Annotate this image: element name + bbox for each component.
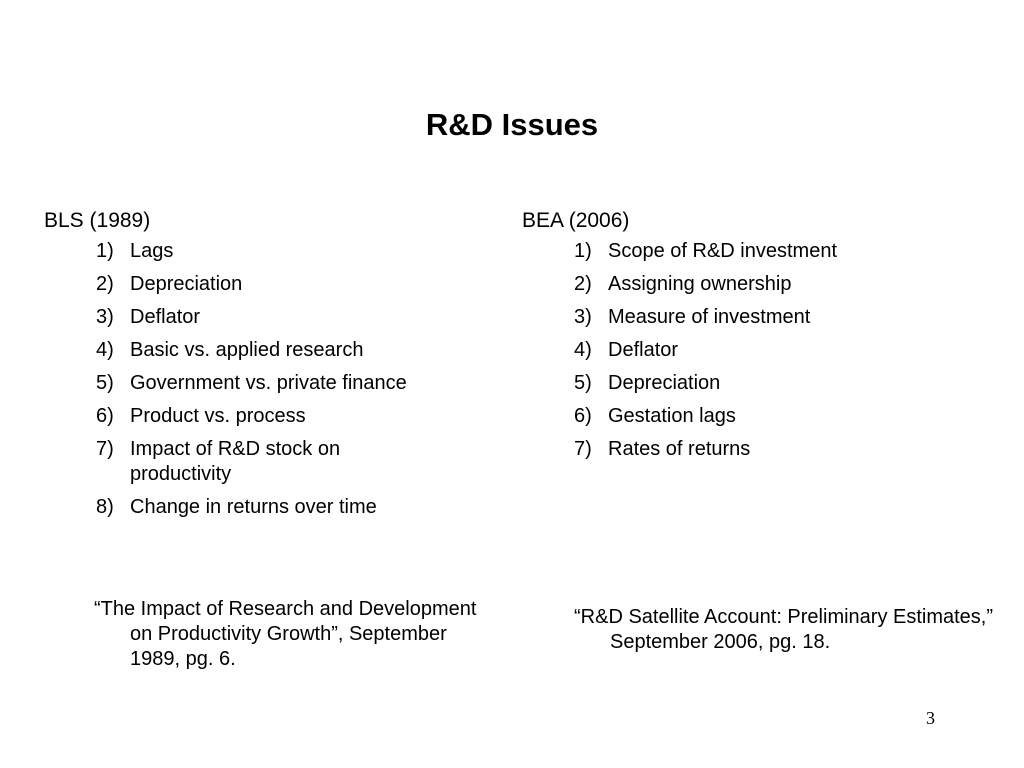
list-item xyxy=(522,371,992,396)
bls-issue-list xyxy=(44,239,484,520)
item-text: Scope of R&D investment xyxy=(608,240,837,262)
bls-heading: BLS (1989) xyxy=(44,209,151,232)
item-text: Change in returns over time xyxy=(130,496,377,518)
bea-issue-list xyxy=(522,239,992,462)
item-text: Basic vs. applied research xyxy=(130,339,364,361)
list-item xyxy=(522,404,992,429)
list-item xyxy=(522,272,992,297)
item-text: Depreciation xyxy=(608,372,721,394)
list-item xyxy=(522,338,992,363)
item-text: Rates of returns xyxy=(608,438,751,460)
item-text: Gestation lags xyxy=(608,405,736,427)
list-item xyxy=(44,371,484,396)
item-number: 1) xyxy=(574,240,592,262)
item-number: 6) xyxy=(96,405,114,427)
list-item xyxy=(522,305,992,330)
list-item xyxy=(44,404,484,429)
item-number: 7) xyxy=(96,438,114,460)
list-item xyxy=(522,437,992,462)
bea-column xyxy=(522,205,992,470)
item-number: 5) xyxy=(96,372,114,394)
item-number: 4) xyxy=(96,339,114,361)
item-text: Depreciation xyxy=(130,273,243,295)
list-item xyxy=(44,272,484,297)
slide-title: R&D Issues xyxy=(425,107,599,142)
item-text: Product vs. process xyxy=(130,405,306,427)
item-number: 7) xyxy=(574,438,592,460)
bea-heading: BEA (2006) xyxy=(522,209,630,232)
bls-column xyxy=(44,205,484,528)
item-number: 4) xyxy=(574,339,592,361)
item-text: Deflator xyxy=(130,306,201,328)
item-number: 3) xyxy=(574,306,592,328)
list-item xyxy=(44,239,484,264)
item-text: Measure of investment xyxy=(608,306,811,328)
item-text: Assigning ownership xyxy=(608,273,792,295)
list-item xyxy=(44,305,484,330)
bea-citation: “R&D Satellite Account: Preliminary Estimates,” September 2006, pg. 18. xyxy=(574,606,994,653)
list-item xyxy=(44,437,390,487)
item-text: Lags xyxy=(130,240,174,262)
item-number: 5) xyxy=(574,372,592,394)
item-text: Deflator xyxy=(608,339,679,361)
item-number: 2) xyxy=(96,273,114,295)
page-number: 3 xyxy=(926,708,935,728)
item-number: 8) xyxy=(96,496,114,518)
item-text: Impact of R&D stock on productivity xyxy=(130,438,341,485)
bls-citation: “The Impact of Research and Development on Productivity Growth”, September 1989, pg. 6. xyxy=(94,598,477,670)
list-item xyxy=(44,338,484,363)
item-number: 1) xyxy=(96,240,114,262)
item-number: 2) xyxy=(574,273,592,295)
list-item xyxy=(44,495,484,520)
item-number: 3) xyxy=(96,306,114,328)
list-item xyxy=(522,239,992,264)
item-text: Government vs. private finance xyxy=(130,372,407,394)
item-number: 6) xyxy=(574,405,592,427)
